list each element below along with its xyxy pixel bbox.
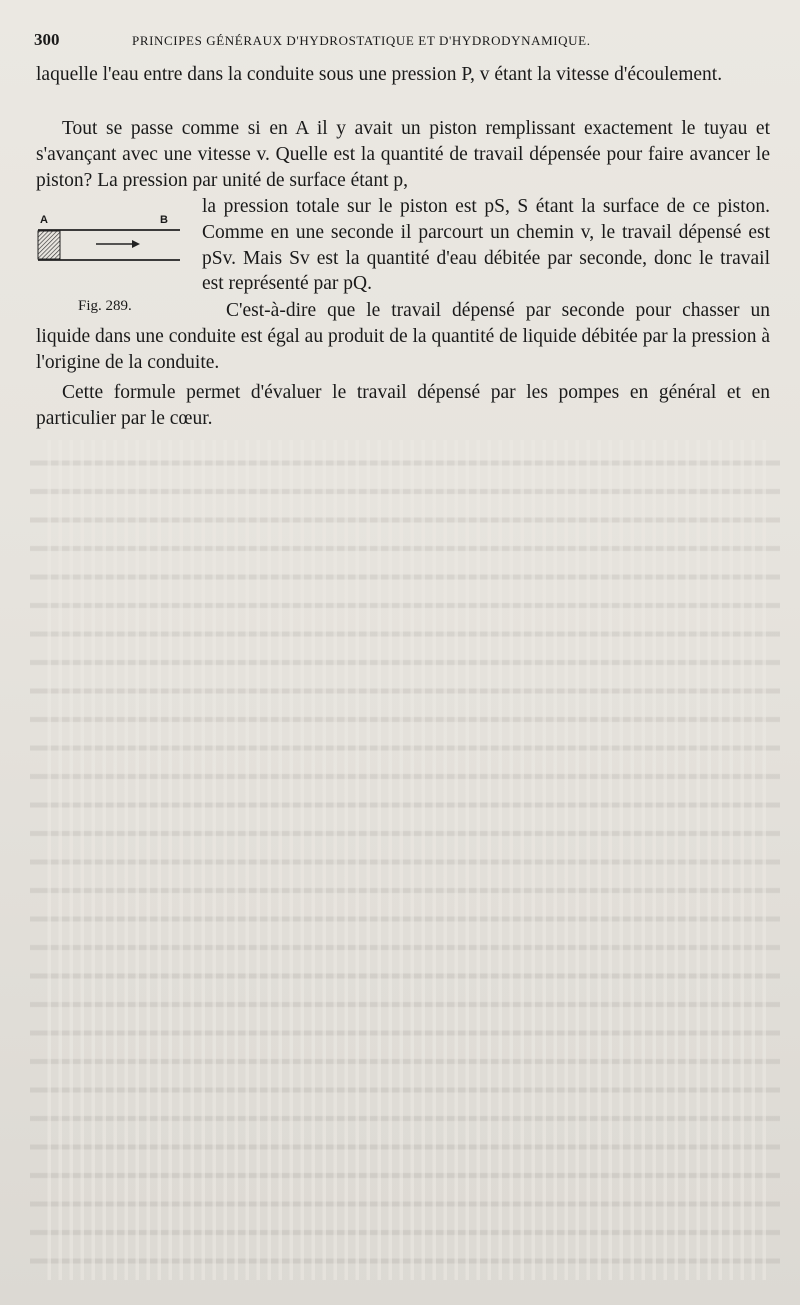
paragraph-4 [36,298,770,375]
piston [38,231,60,259]
page-header [34,30,774,52]
figure-caption: Fig. 289. [78,298,132,314]
paragraph-1-text: laquelle l'eau entre dans la conduite sous une pression P, v étant la vitesse d'écoulement. [36,64,723,85]
show-through-texture-breakup [40,440,770,1280]
pipe-diagram [36,226,182,296]
figure-label-b: B [160,214,168,226]
figure-wrap-block [36,194,770,314]
figure-289 [36,208,182,314]
paragraph-4-text: C'est-à-dire que le travail dépensé par seconde pour chasser un liquide dans une conduite est égal au produit de la quantité de liquide débitée par la pression à l'origine de la conduite. [36,300,770,373]
paragraph-1 [36,62,770,88]
page-number: 300 [34,30,60,49]
paragraph-5 [36,380,770,432]
velocity-arrow-head [132,240,140,248]
running-title: PRINCIPES GÉNÉRAUX D'HYDROSTATIQUE ET D'HYDRODYNAMIQUE. [132,33,591,48]
paragraph-3 [202,194,770,297]
paragraph-2 [36,116,770,193]
figure-label-a: A [40,214,48,226]
paragraph-5-text: Cette formule permet d'évaluer le travail dépensé par les pompes en général et en particulier par le cœur. [36,382,770,429]
paragraph-2-text: Tout se passe comme si en A il y avait un piston remplissant exactement le tuyau et s'avançant avec une vitesse v. Quelle est la quantité de travail dépensée pour faire avancer le piston? La pression par unité de surface étant p, [36,118,770,191]
paragraph-3-text: la pression totale sur le piston est pS, S étant la surface de ce piston. Comme en une seconde il parcourt un chemin v, le travail dépensé est pSv. Mais Sv est la quantité d'eau débitée par seconde, donc le travail est représenté par pQ. [202,196,770,295]
